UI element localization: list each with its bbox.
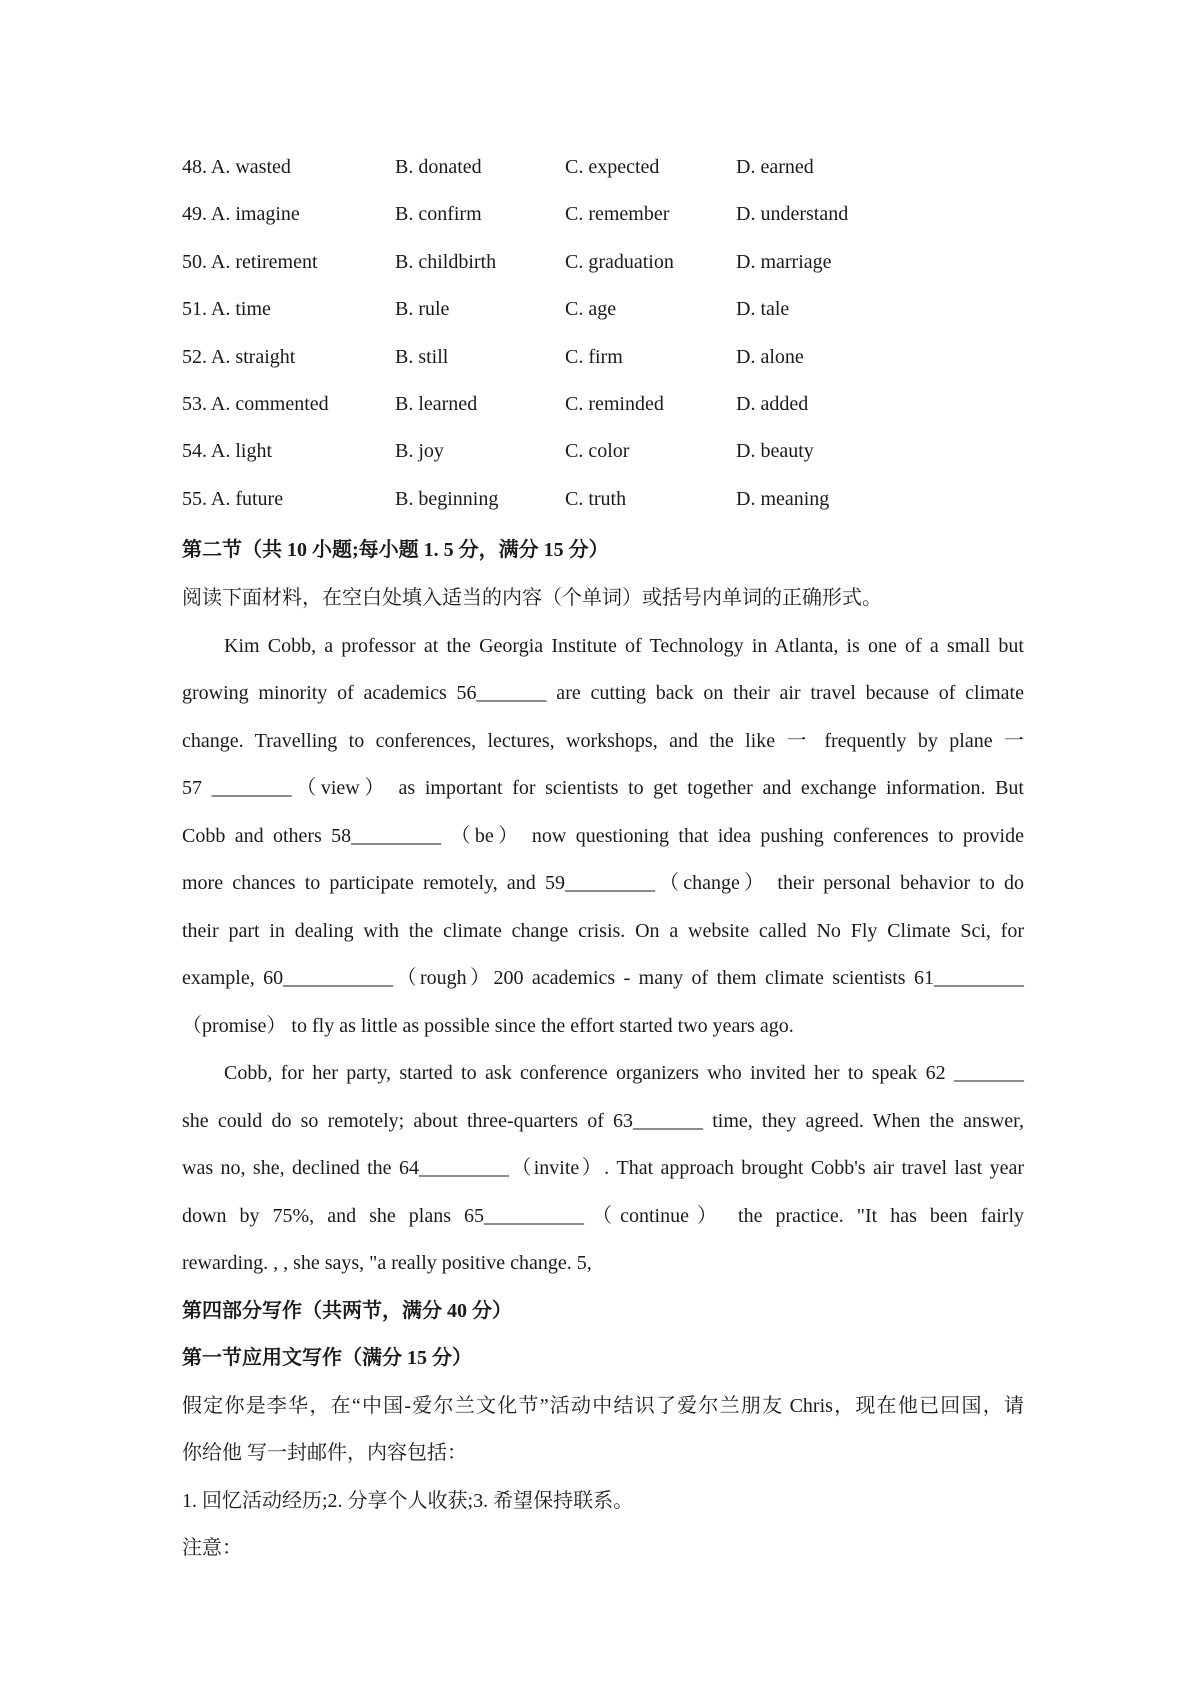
option-d: D. alone [736,345,804,368]
writing-prompt-line: 假定你是李华，在“中国-爱尔兰文化节”活动中结识了爱尔兰朋友 Chris，现在他已回国，请 [182,1395,1024,1417]
options-table [182,153,936,532]
option-row-55 [182,485,936,532]
part4-sub-heading: 第一节应用文写作（满分 15 分） [182,1347,472,1369]
option-c: C. color [565,440,630,463]
option-b: B. confirm [395,203,482,226]
option-d: D. marriage [736,250,832,273]
passage-line: （promise） to fly as little as possible since the effort started two years ago. [182,1015,794,1037]
option-c: C. age [565,298,617,321]
passage-line: change. Travelling to conferences, lectures, workshops, and the like 一 frequently by plane 一 [182,730,1024,752]
passage-line: 57 ________（view） as important for scientists to get together and exchange information. But [182,777,1024,799]
option-b: B. rule [395,298,450,321]
writing-note-label: 注意： [182,1537,242,1559]
option-a: 49. A. imagine [182,203,300,226]
option-d: D. understand [736,203,849,226]
option-b: B. childbirth [395,250,497,273]
option-d: D. meaning [736,487,830,510]
option-c: C. firm [565,345,623,368]
option-c: C. truth [565,487,627,510]
passage-line: growing minority of academics 56_______ are cutting back on their air travel because of climate [182,682,1024,704]
option-d: D. earned [736,156,814,178]
option-row-53 [182,390,936,437]
option-row-52 [182,343,936,390]
option-a: 55. A. future [182,487,284,510]
passage-line: rewarding. , , she says, "a really positive change. 5, [182,1252,592,1274]
option-a: 50. A. retirement [182,250,318,273]
passage-line: more chances to participate remotely, and 59_________（change） their personal behavior to do [182,872,1024,894]
option-a: 53. A. commented [182,392,329,415]
option-row-51 [182,295,936,342]
option-row-48 [182,153,936,200]
passage-line: down by 75%, and she plans 65__________（continue） the practice. "It has been fairly [182,1205,1024,1227]
writing-points: 1. 回忆活动经历;2. 分享个人收获;3. 希望保持联系。 [182,1490,634,1512]
passage-line: Kim Cobb, a professor at the Georgia Institute of Technology in Atlanta, is one of a small but [224,635,1024,657]
option-d: D. beauty [736,440,814,463]
option-row-54 [182,437,936,484]
option-c: C. reminded [565,392,664,415]
passage-line: example, 60___________（rough）200 academics - many of them climate scientists 61_________ [182,967,1024,989]
passage-line: Cobb and others 58_________ （be） now questioning that idea pushing conferences to provide [182,825,1024,847]
option-a: 54. A. light [182,440,273,463]
section2-heading: 第二节（共 10 小题;每小题 1. 5 分，满分 15 分） [182,539,609,561]
passage-line: their part in dealing with the climate change crisis. On a website called No Fly Climate Sci, for [182,920,1024,942]
writing-prompt-line: 你给他 写一封邮件，内容包括： [182,1442,467,1464]
option-c: C. graduation [565,250,674,273]
option-b: B. beginning [395,487,499,510]
option-a: 51. A. time [182,298,271,321]
option-d: D. added [736,392,809,415]
option-c: C. expected [565,156,660,178]
passage-line: she could do so remotely; about three-quarters of 63_______ time, they agreed. When the answer, [182,1110,1024,1132]
passage-line: was no, she, declined the 64_________（invite）. That approach brought Cobb's air travel last year [182,1157,1024,1179]
option-row-50 [182,248,936,295]
option-b: B. still [395,345,449,368]
option-a: 48. A. wasted [182,156,291,178]
passage-line: Cobb, for her party, started to ask conference organizers who invited her to speak 62 _______ [224,1062,1024,1084]
option-d: D. tale [736,298,790,321]
option-b: B. donated [395,156,482,178]
section2-instruction: 阅读下面材料，在空白处填入适当的内容（个单词）或括号内单词的正确形式。 [182,587,882,609]
option-c: C. remember [565,203,670,226]
option-row-49 [182,200,936,247]
option-b: B. joy [395,440,444,463]
part4-heading: 第四部分写作（共两节，满分 40 分） [182,1300,512,1322]
option-a: 52. A. straight [182,345,296,368]
option-b: B. learned [395,392,478,415]
